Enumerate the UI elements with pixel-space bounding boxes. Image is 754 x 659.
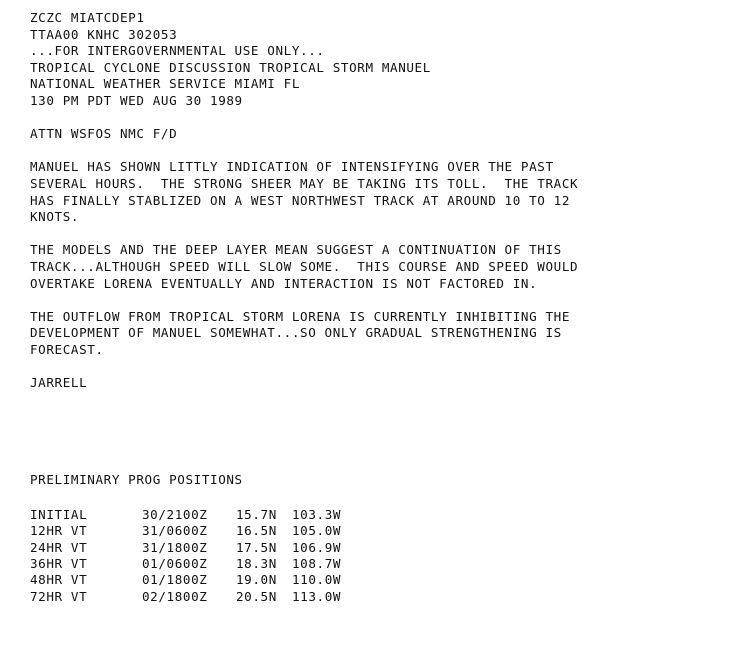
latitude: 20.5N [236,588,277,604]
latitude: 15.7N [236,506,277,522]
valid-time: 01/1800Z [142,572,208,588]
spacer [30,110,730,127]
valid-time: 30/2100Z [142,506,208,522]
table-row [30,540,341,556]
forecast-label: 24HR VT [30,539,88,555]
longitude: 106.9W [292,539,342,555]
table-row [30,507,341,523]
paragraph-line: MANUEL HAS SHOWN LITTLY INDICATION OF INTENSIFYING OVER THE PAST [30,159,554,175]
longitude: 108.7W [292,556,342,572]
latitude: 19.0N [236,572,277,588]
longitude: 110.0W [292,572,342,588]
prog-title: PRELIMINARY PROG POSITIONS [30,471,243,487]
valid-time: 31/0600Z [142,523,208,539]
forecast-label: 72HR VT [30,588,88,604]
table-row [30,556,341,572]
spacer [30,226,730,243]
forecast-label: 12HR VT [30,523,88,539]
paragraph-1 [30,159,730,225]
valid-time: 31/1800Z [142,539,208,555]
latitude: 17.5N [236,539,277,555]
header-line-2: TTAA00 KNHC 302053 [30,26,178,42]
prog-positions-table [30,507,341,605]
forecast-label: 36HR VT [30,556,88,572]
spacer [30,488,730,505]
header-line-3: ...FOR INTERGOVERNMENTAL USE ONLY... [30,43,325,59]
spacer [30,292,730,309]
header-line-1: ZCZC MIATCDEP1 [30,10,145,25]
paragraph-line: THE MODELS AND THE DEEP LAYER MEAN SUGGEST A CONTINUATION OF THIS [30,242,562,258]
header-line-5: NATIONAL WEATHER SERVICE MIAMI FL [30,76,301,92]
attn-line: ATTN WSFOS NMC F/D [30,126,178,142]
paragraph-line: THE OUTFLOW FROM TROPICAL STORM LORENA IS CURRENTLY INHIBITING THE [30,308,571,324]
paragraph-line: DEVELOPMENT OF MANUEL SOMEWHAT...SO ONLY GRADUAL STRENGTHENING IS [30,325,562,341]
paragraph-2 [30,242,730,292]
paragraph-line: FORECAST. [30,341,104,357]
paragraph-line: KNOTS. [30,209,80,225]
message-header [30,10,730,110]
valid-time: 01/0600Z [142,556,208,572]
valid-time: 02/1800Z [142,588,208,604]
longitude: 105.0W [292,523,342,539]
table-row [30,523,341,539]
forecast-label: INITIAL [30,506,88,522]
header-line-4: TROPICAL CYCLONE DISCUSSION TROPICAL STORM MANUEL [30,59,431,75]
paragraph-line: TRACK...ALTHOUGH SPEED WILL SLOW SOME. THIS COURSE AND SPEED WOULD [30,258,579,274]
document-page [30,10,730,605]
forecast-label: 48HR VT [30,572,88,588]
signature: JARRELL [30,375,88,391]
table-row [30,572,341,588]
paragraph-line: OVERTAKE LORENA EVENTUALLY AND INTERACTION IS NOT FACTORED IN. [30,275,538,291]
spacer [30,358,730,375]
longitude: 103.3W [292,506,342,522]
header-line-6: 130 PM PDT WED AUG 30 1989 [30,92,243,108]
paragraph-line: HAS FINALLY STABLIZED ON A WEST NORTHWEST TRACK AT AROUND 10 TO 12 [30,192,571,208]
spacer [30,392,730,472]
paragraph-line: SEVERAL HOURS. THE STRONG SHEER MAY BE TAKING ITS TOLL. THE TRACK [30,175,579,191]
latitude: 16.5N [236,523,277,539]
longitude: 113.0W [292,588,342,604]
table-row [30,589,341,605]
spacer [30,143,730,160]
latitude: 18.3N [236,556,277,572]
paragraph-3 [30,309,730,359]
